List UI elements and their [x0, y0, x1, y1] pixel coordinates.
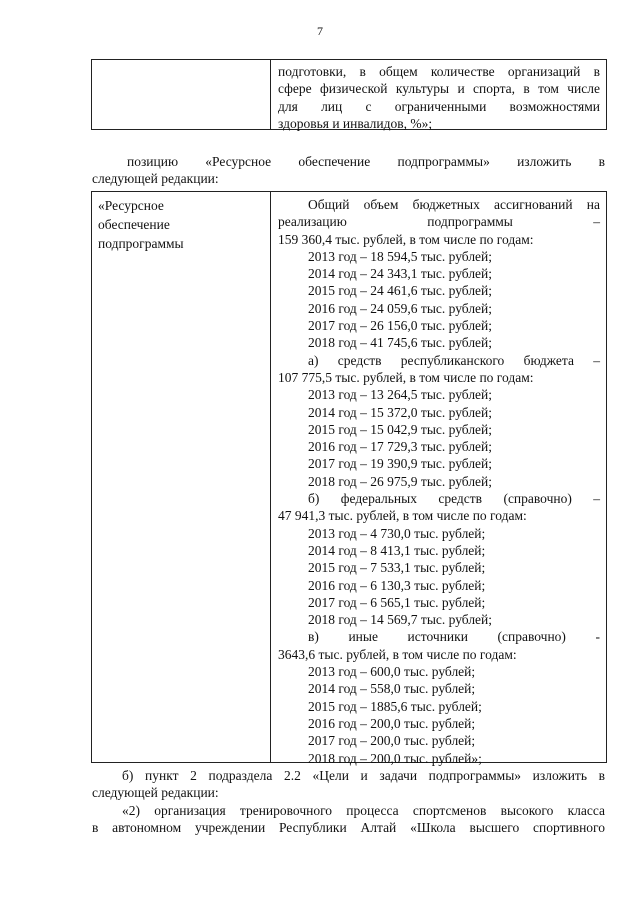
- year-line: 2016 год – 200,0 тыс. рублей;: [308, 715, 476, 731]
- year-line: 2013 год – 18 594,5 тыс. рублей;: [308, 248, 493, 264]
- cell-line: здоровья и инвалидов, %»;: [278, 115, 433, 131]
- position-content-cell: [278, 196, 600, 767]
- federal-line: б) федеральных средств (справочно) –: [308, 491, 600, 507]
- paragraph-line: в автономном учреждении Республики Алтай «Школа высшего спортивного: [92, 819, 605, 835]
- position-name-line: обеспечение: [98, 217, 170, 232]
- column-divider: [270, 192, 271, 762]
- bottom-paragraphs: [92, 767, 605, 836]
- year-line: 2017 год – 26 156,0 тыс. рублей;: [308, 318, 493, 334]
- other-sources-line: 3643,6 тыс. рублей, в том числе по годам:: [278, 646, 517, 662]
- intro-paragraph: [92, 153, 605, 188]
- year-line: 2015 год – 7 533,1 тыс. рублей;: [308, 560, 486, 576]
- year-line: 2018 год – 200,0 тыс. рублей»;: [308, 750, 482, 766]
- year-line: 2017 год – 19 390,9 тыс. рублей;: [308, 456, 493, 472]
- year-line: 2017 год – 200,0 тыс. рублей;: [308, 733, 476, 749]
- year-line: 2016 год – 24 059,6 тыс. рублей;: [308, 300, 493, 316]
- cell-line: сфере физической культуры и спорта, в том числе: [278, 81, 600, 97]
- column-divider: [270, 60, 271, 129]
- other-sources-line: в) иные источники (справочно) -: [308, 629, 600, 645]
- year-line: 2013 год – 13 264,5 тыс. рублей;: [308, 387, 493, 403]
- year-line: 2015 год – 15 042,9 тыс. рублей;: [308, 421, 493, 437]
- year-line: 2018 год – 14 569,7 тыс. рублей;: [308, 612, 493, 628]
- paragraph-line: «2) организация тренировочного процесса спортсменов высокого класса: [122, 802, 605, 818]
- year-line: 2015 год – 24 461,6 тыс. рублей;: [308, 283, 493, 299]
- resource-table: [91, 191, 607, 766]
- year-line: 2014 год – 15 372,0 тыс. рублей;: [308, 404, 493, 420]
- paragraph-line: позицию «Ресурсное обеспечение подпрограммы» изложить в: [127, 154, 605, 169]
- federal-line: 47 941,3 тыс. рублей, в том числе по годам:: [278, 508, 527, 524]
- year-line: 2017 год – 6 565,1 тыс. рублей;: [308, 594, 486, 610]
- year-line: 2016 год – 17 729,3 тыс. рублей;: [308, 439, 493, 455]
- table-cell-right: [278, 63, 600, 132]
- year-line: 2013 год – 4 730,0 тыс. рублей;: [308, 525, 486, 541]
- paragraph-line: следующей редакции:: [92, 171, 219, 187]
- cell-line: для лиц с ограниченными возможностями: [278, 98, 600, 114]
- position-name-cell: [98, 196, 264, 253]
- page-number: 7: [317, 24, 323, 38]
- position-name-line: «Ресурсное: [98, 198, 164, 213]
- total-line: Общий объем бюджетных ассигнований на: [308, 197, 600, 212]
- total-line: 159 360,4 тыс. рублей, в том числе по годам:: [278, 231, 534, 247]
- year-line: 2014 год – 8 413,1 тыс. рублей;: [308, 542, 486, 558]
- total-line: реализацию подпрограммы –: [278, 214, 600, 230]
- position-name-line: подпрограммы: [98, 236, 184, 251]
- table-continuation: [91, 59, 607, 130]
- year-line: 2018 год – 26 975,9 тыс. рублей;: [308, 473, 493, 489]
- paragraph-line: следующей редакции:: [92, 785, 219, 801]
- republican-line: 107 775,5 тыс. рублей, в том числе по годам:: [278, 369, 534, 385]
- republican-line: а) средств республиканского бюджета –: [308, 352, 600, 368]
- year-line: 2013 год – 600,0 тыс. рублей;: [308, 664, 476, 680]
- paragraph-line: б) пункт 2 подраздела 2.2 «Цели и задачи подпрограммы» изложить в: [122, 768, 605, 783]
- cell-line: подготовки, в общем количестве организаций в: [278, 64, 600, 79]
- year-line: 2018 год – 41 745,6 тыс. рублей;: [308, 335, 493, 351]
- year-line: 2015 год – 1885,6 тыс. рублей;: [308, 698, 482, 714]
- year-line: 2016 год – 6 130,3 тыс. рублей;: [308, 577, 486, 593]
- year-line: 2014 год – 558,0 тыс. рублей;: [308, 681, 476, 697]
- year-line: 2014 год – 24 343,1 тыс. рублей;: [308, 266, 493, 282]
